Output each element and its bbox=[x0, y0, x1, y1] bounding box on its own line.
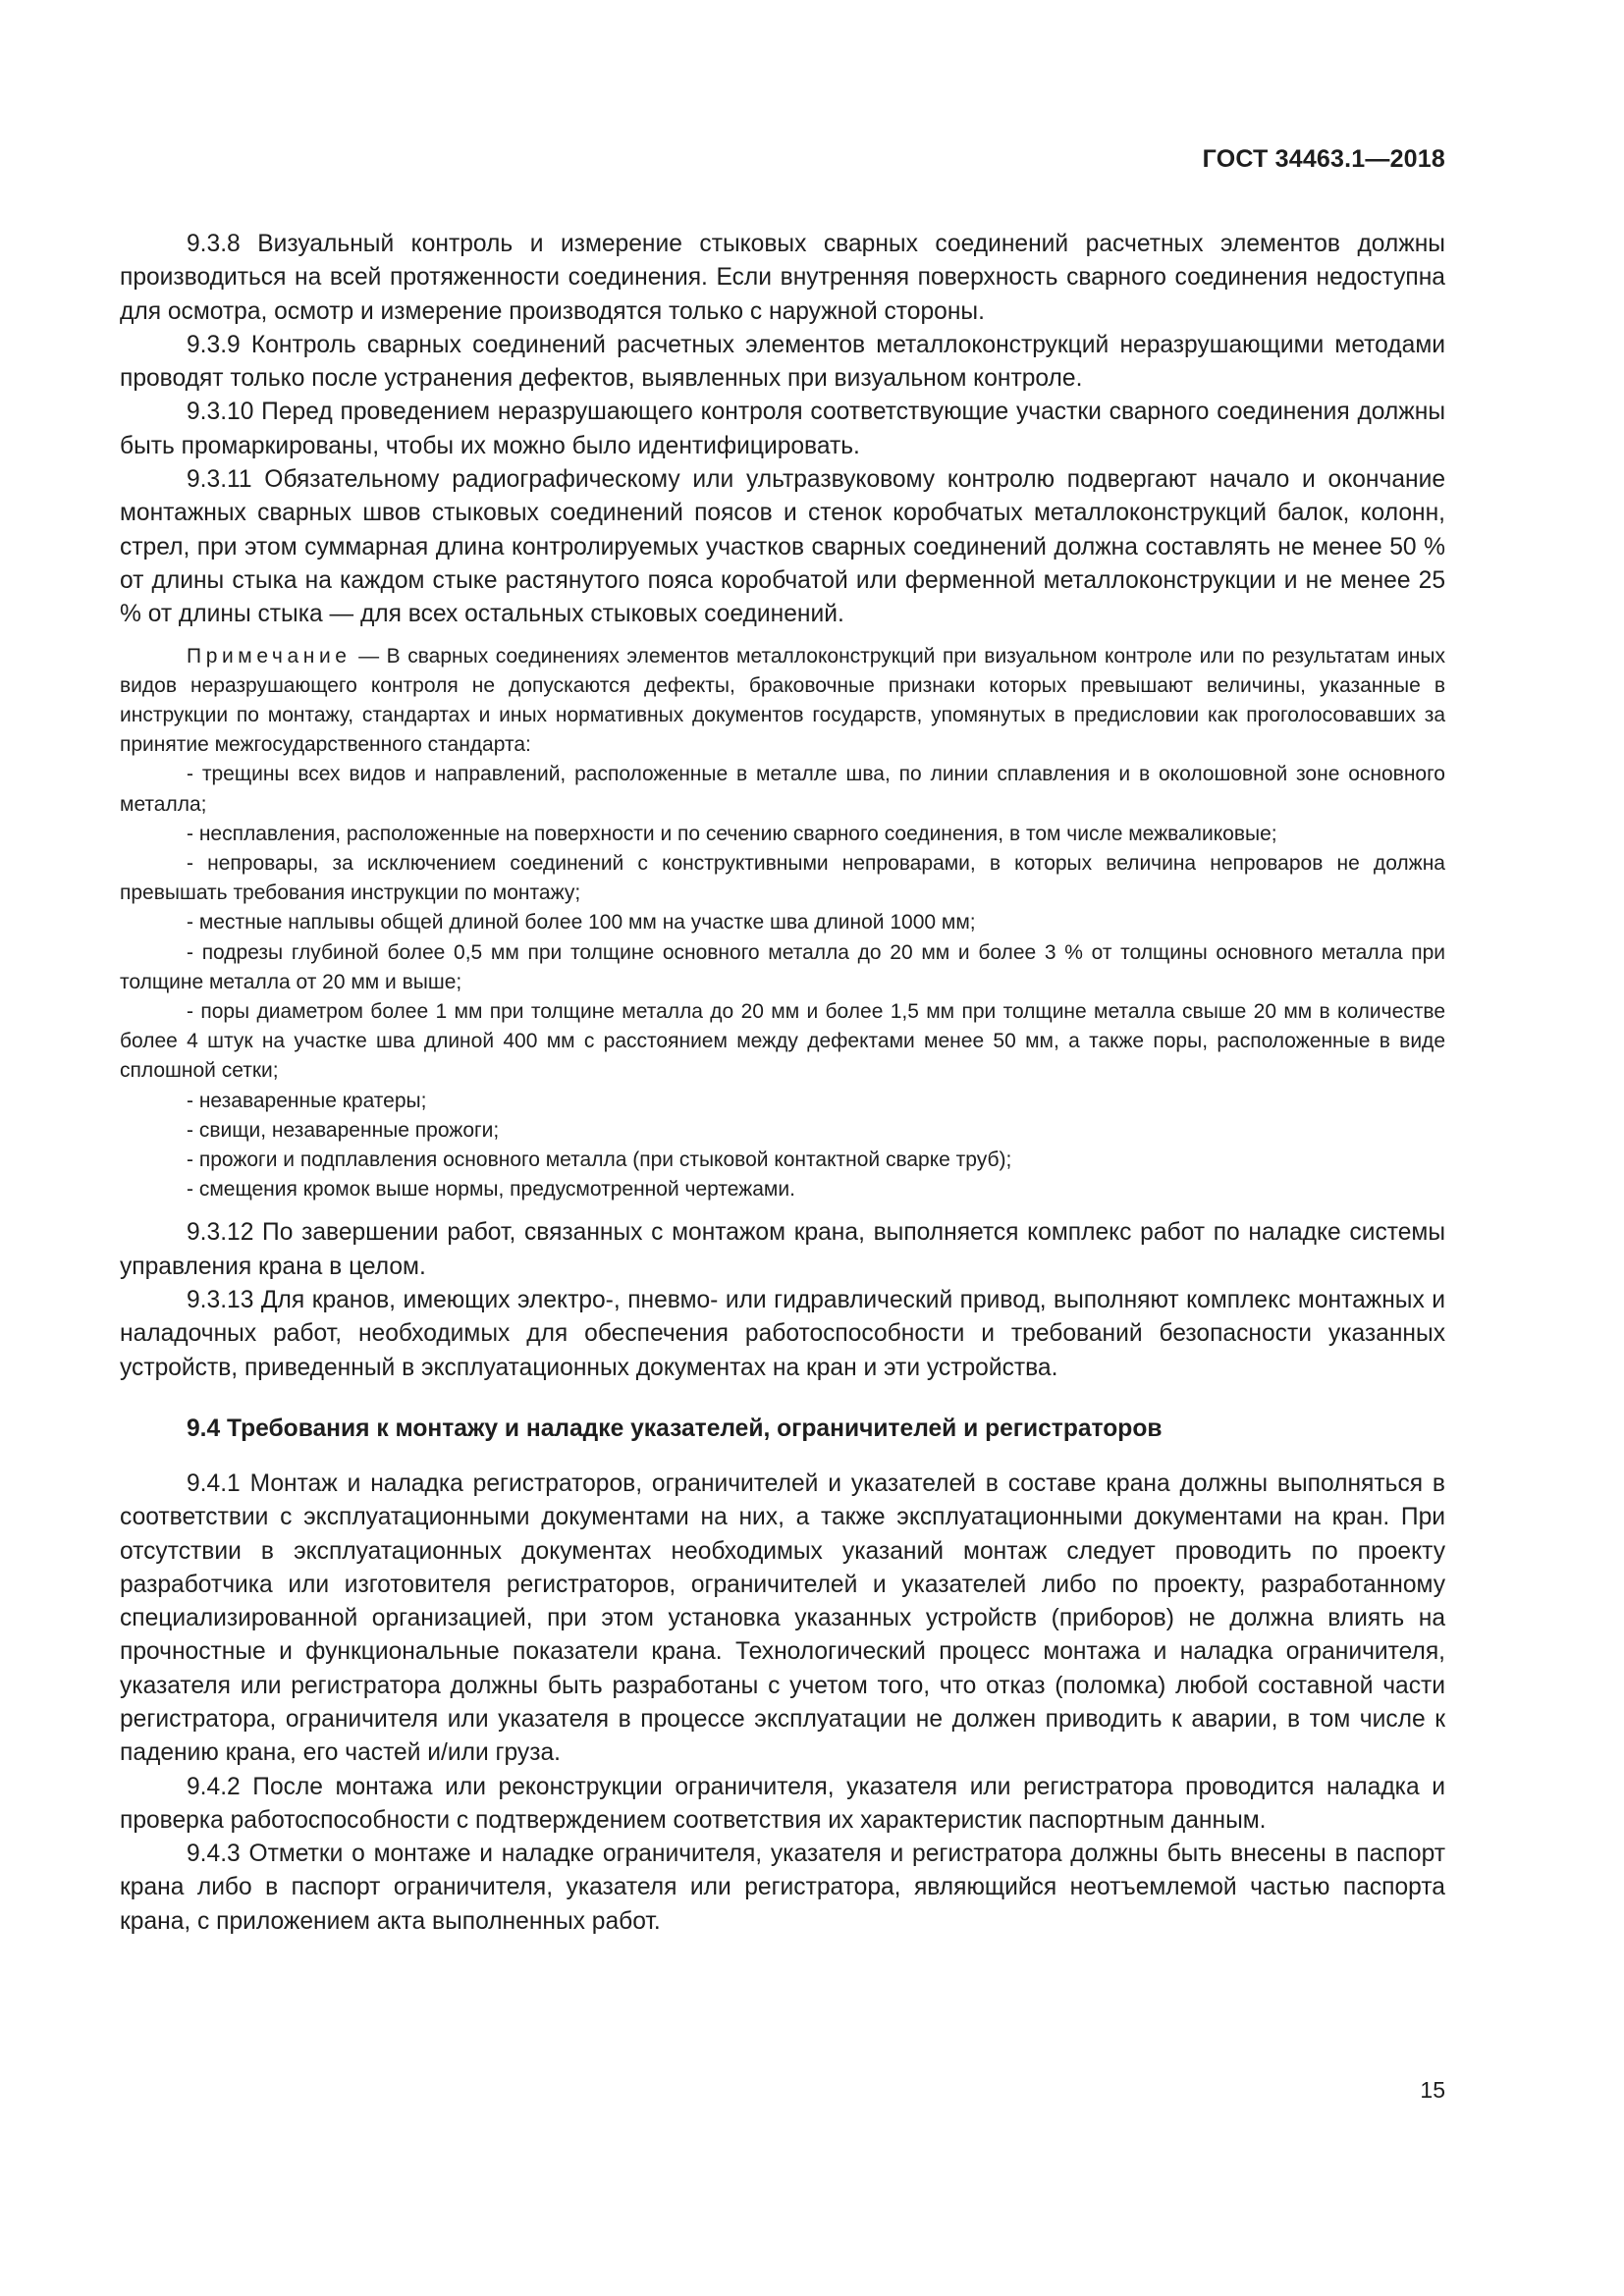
note-list-item: - поры диаметром более 1 мм при толщине металла до 20 мм и более 1,5 мм при толщине металла свыше 20 мм в количестве более 4 штук на участке шва длиной 400 мм с расстоянием между дефектами менее 50 мм, а также поры, расположенные в виде сплошной сетки; bbox=[120, 1000, 1445, 1083]
note-list-item: - трещины всех видов и направлений, расположенные в металле шва, по линии сплавления и в околошовной зоне основного металла; bbox=[120, 763, 1445, 816]
note-list-item: - подрезы глубиной более 0,5 мм при толщине основного металла до 20 мм и более 3 % от толщины основного металла при толщине металла от 20 мм и выше; bbox=[120, 940, 1445, 993]
paragraph-9-3-11: 9.3.11 Обязательному радиографическому или ультразвуковому контролю подвергают начало и окончание монтажных сварных швов стыковых соединений поясов и стенок коробчатых металлоконструкций балок, колонн, стрел, при этом суммарная длина контролируемых участков сварных соединений должна составлять не менее 50 % от длины стыка на каждом стыке растянутого пояса коробчатой или ферменной металлоконструкции и не менее 25 % от длины стыка — для всех остальных стыковых соединений. bbox=[120, 466, 1445, 628]
paragraph-9-4-1: 9.4.1 Монтаж и наладка регистраторов, ограничителей и указателей в составе крана должны выполняться в соответствии с эксплуатационными документами на них, а также эксплуатационными документами на кран. При отсутствии в эксплуатационных документах необходимых указаний монтаж следует проводить по проекту разработчика или изготовителя регистраторов, ограничителей и указателей либо по проекту, разработанному специализированной организацией, при этом установка указанных устройств (приборов) не должна влиять на прочностные и функциональные показатели крана. Технологический процесс монтажа и наладка ограничителя, указателя или регистратора должны быть разработаны с учетом того, что отказ (поломка) любой составной части регистратора, ограничителя или указателя в процессе эксплуатации не должен приводить к аварии, в том числе к падению крана, его частей и/или груза. bbox=[120, 1469, 1445, 1767]
note-intro-text: — В сварных соединениях элементов металлоконструкций при визуальном контроле или по результатам иных видов неразрушающего контроля не допускаются дефекты, браковочные признаки которых превышают величины, указанные в инструкции по монтажу, стандартах и иных нормативных документов государств, упомянутых в предисловии как проголосовавших за принятие межгосударственного стандарта: bbox=[120, 644, 1445, 757]
note-list-item: - непровары, за исключением соединений с конструктивными непроварами, в которых величина непроваров не должна превышать требования инструкции по монтажу; bbox=[120, 851, 1445, 905]
section-heading-9-4: 9.4 Требования к монтажу и наладке указателей, ограничителей и регистраторов bbox=[187, 1415, 1163, 1442]
document-body bbox=[120, 228, 1445, 1939]
paragraph-9-3-9: 9.3.9 Контроль сварных соединений расчетных элементов металлоконструкций неразрушающими методами проводят только после устранения дефектов, выявленных при визуальном контроле. bbox=[120, 331, 1445, 393]
note-list-item: - несплавления, расположенные на поверхности и по сечению сварного соединения, в том числе межваликовые; bbox=[187, 822, 1277, 845]
note-list-item: - незаваренные кратеры; bbox=[187, 1089, 427, 1112]
paragraph-9-3-13: 9.3.13 Для кранов, имеющих электро-, пневмо- или гидравлический привод, выполняют комплекс монтажных и наладочных работ, необходимых для обеспечения работоспособности и требований безопасности указанных устройств, приведенный в эксплуатационных документах на кран и эти устройства. bbox=[120, 1287, 1445, 1381]
note-list-item: - смещения кромок выше нормы, предусмотренной чертежами. bbox=[187, 1178, 795, 1201]
note-list-item: - свищи, незаваренные прожоги; bbox=[187, 1118, 500, 1142]
standard-code-header: ГОСТ 34463.1—2018 bbox=[1202, 145, 1445, 173]
paragraph-9-4-3: 9.4.3 Отметки о монтаже и наладке ограничителя, указателя и регистратора должны быть внесены в паспорт крана либо в паспорт ограничителя, указателя или регистратора, являющийся неотъемлемой частью паспорта крана, с приложением акта выполненных работ. bbox=[120, 1841, 1445, 1935]
note-block bbox=[120, 642, 1445, 1205]
note-label: Примечание bbox=[187, 644, 352, 667]
note-list-item: - местные наплывы общей длиной более 100 мм на участке шва длиной 1000 мм; bbox=[187, 911, 976, 934]
document-page bbox=[120, 0, 1445, 2296]
paragraph-9-4-2: 9.4.2 После монтажа или реконструкции ограничителя, указателя или регистратора проводится наладка и проверка работоспособности с подтверждением соответствия их характеристик паспортным данным. bbox=[120, 1773, 1445, 1834]
paragraph-9-3-8: 9.3.8 Визуальный контроль и измерение стыковых сварных соединений расчетных элементов должны производиться на всей протяженности соединения. Если внутренняя поверхность сварного соединения недоступна для осмотра, осмотр и измерение производятся только с наружной стороны. bbox=[120, 231, 1445, 325]
note-list-item: - прожоги и подплавления основного металла (при стыковой контактной сварке труб); bbox=[187, 1148, 1012, 1172]
page-number: 15 bbox=[1420, 2077, 1445, 2103]
paragraph-9-3-10: 9.3.10 Перед проведением неразрушающего контроля соответствующие участки сварного соединения должны быть промаркированы, чтобы их можно было идентифицировать. bbox=[120, 399, 1445, 459]
paragraph-9-3-12: 9.3.12 По завершении работ, связанных с монтажом крана, выполняется комплекс работ по наладке системы управления крана в целом. bbox=[120, 1219, 1445, 1280]
spacer bbox=[120, 1204, 1445, 1216]
note-intro bbox=[120, 642, 1445, 761]
